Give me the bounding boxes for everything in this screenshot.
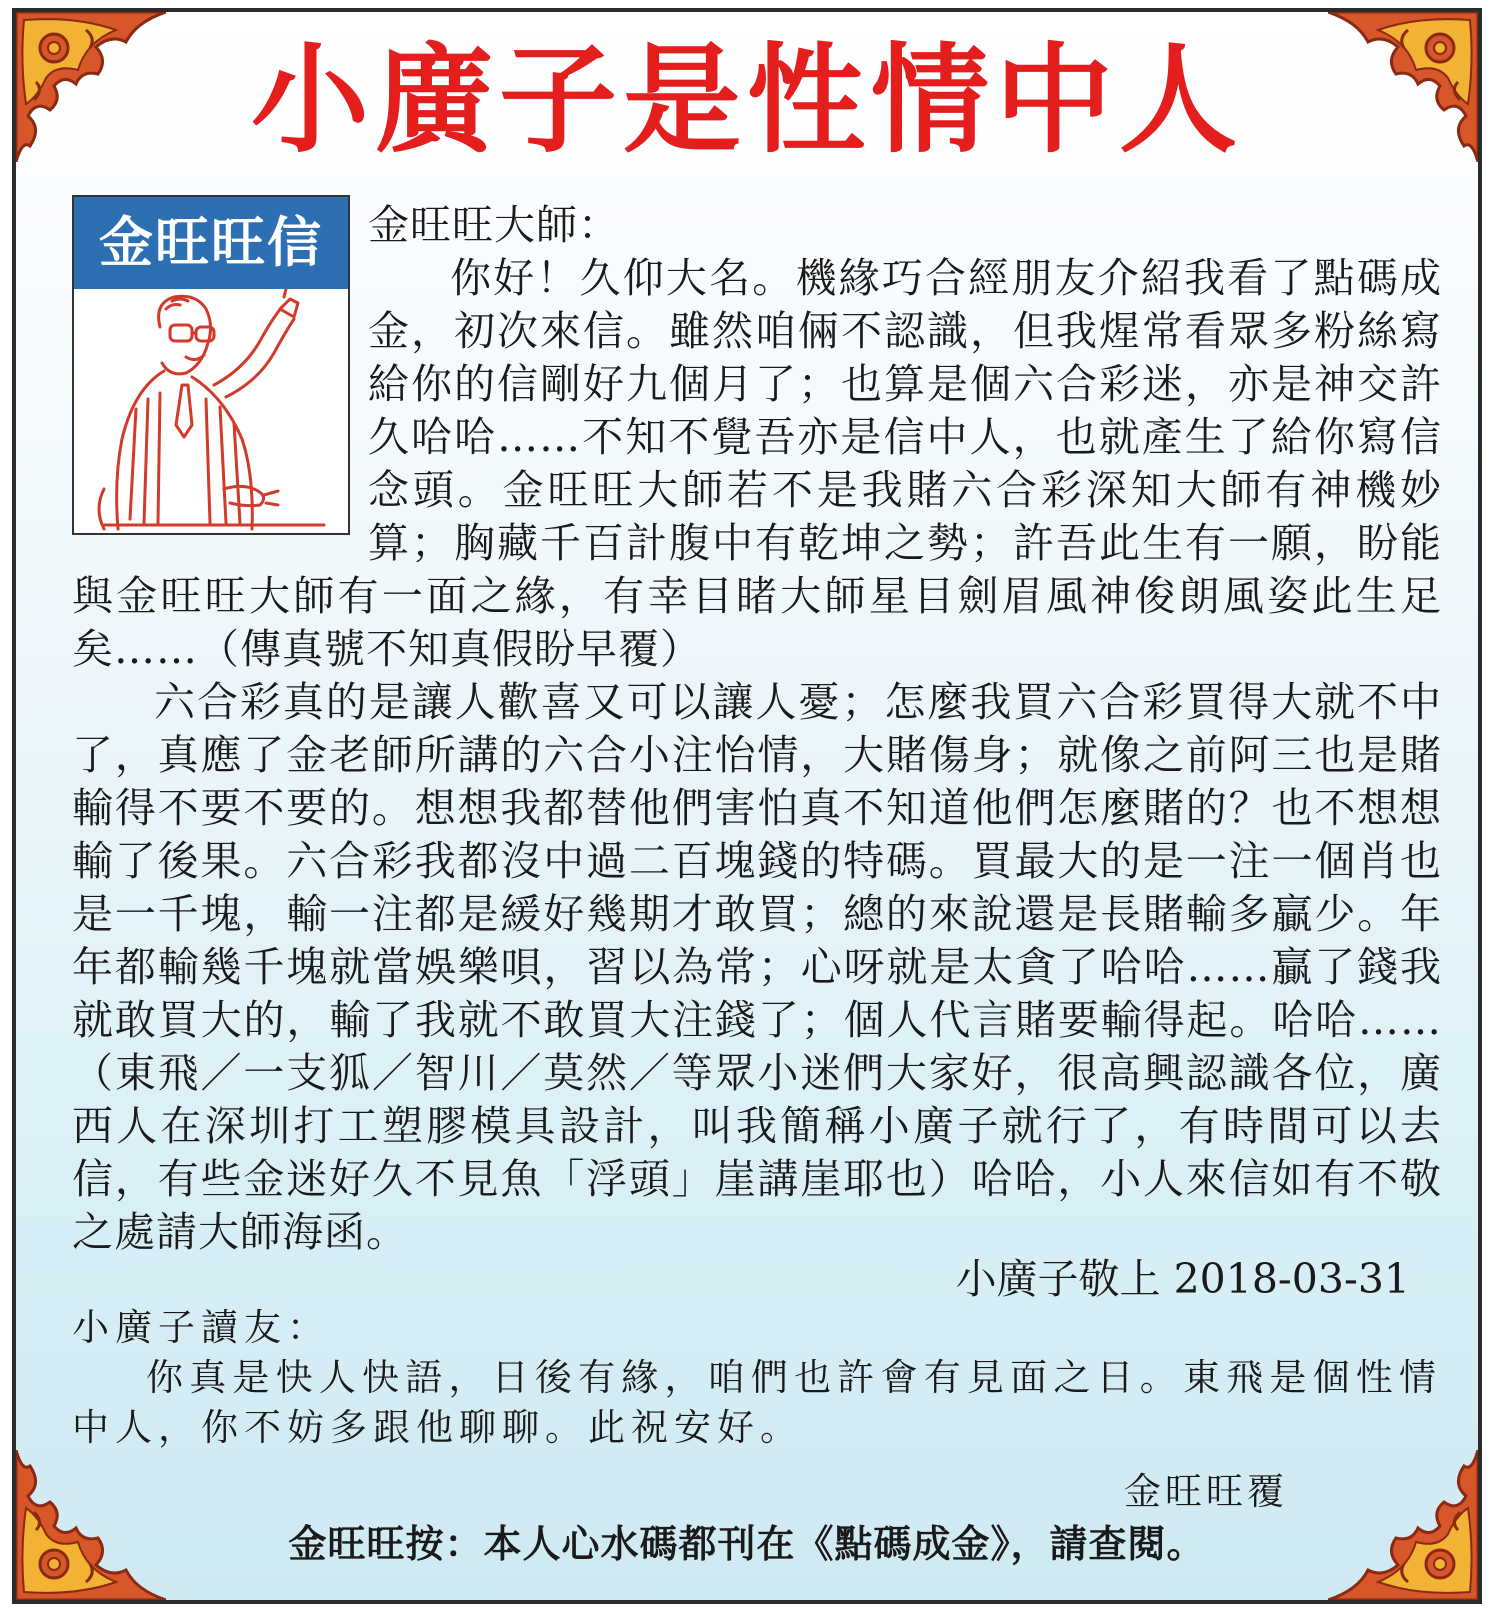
reply-signature: 金旺旺覆 (1124, 1470, 1288, 1513)
article-frame (12, 8, 1482, 1604)
footer-note: 金旺旺按：本人心水碼都刊在《點碼成金》，請查閱。 (288, 1522, 1206, 1566)
reply-salutation: 小廣子讀友： (72, 1306, 330, 1349)
letter-salutation: 金旺旺大師： (368, 201, 620, 249)
letter-body (72, 199, 1442, 1259)
letter-paragraph: 六合彩真的是讓人歡喜又可以讓人憂；怎麼我買六合彩買得大就不中了，真應了金老師所講的六合小注怡情，大賭傷身；就像之前阿三也是賭輸得不要不要的。想想我都替他們害怕真不知道他們怎麼賭的？也不想想輸了後果。六合彩我都沒中過二百塊錢的特碼。買最大的是一注一個肖也是一千塊，輸一注都是緩好幾期才敢買；總的來說還是長賭輸多贏少。年年都輸幾千塊就當娛樂唄，習以為常；心呀就是太貪了哈哈……贏了錢我就敢買大的，輸了我就不敢買大注錢了；個人代言賭要輸得起。哈哈……（東飛／一支狐／智川／莫然／等眾小迷們大家好，很高興認識各位，廣西人在深圳打工塑膠模具設計，叫我簡稱小廣子就行了，有時間可以去信，有些金迷好久不見魚「浮頭」崖講崖耶也）哈哈，小人來信如有不敬之處請大師海函。 (72, 678, 1442, 1256)
letter-paragraph: 你好！久仰大名。機緣巧合經朋友介紹我看了點碼成金，初次來信。雖然咱倆不認識，但我煋常看眾多粉絲寫給你的信剛好九個月了；也算是個六合彩迷，亦是神交許久哈哈……不知不覺吾亦是信中人，也就產生了給你寫信念頭。金旺旺大師若不是我賭六合彩深知大師有神機妙算；胸藏千百計腹中有乾坤之勢；許吾此生有一願，盼能與金旺旺大師有一面之緣，有幸目睹大師星目劍眉風神俊朗風姿此生足矣……（傳真號不知真假盼早覆） (72, 254, 1442, 673)
column-badge-label: 金旺旺信箱 (74, 197, 348, 289)
reply-body: 你真是快人快語，日後有緣，咱們也許會有見面之日。東飛是個性情中人，你不妨多跟他聊聊。此祝安好。 (72, 1356, 1442, 1449)
article-title: 小廣子是性情中人 (250, 30, 1243, 169)
letter-signature: 小廣子敬上 2018-03-31 (955, 1255, 1410, 1303)
reply-section (72, 1303, 1442, 1453)
